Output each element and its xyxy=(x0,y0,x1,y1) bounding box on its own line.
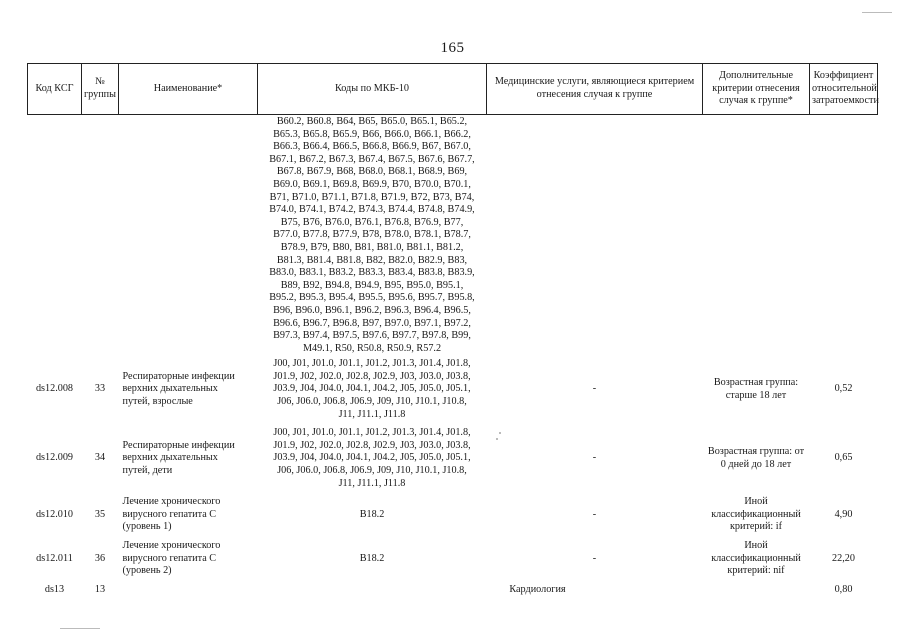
table-row xyxy=(28,493,878,537)
name-line: вирусного гепатита С xyxy=(122,552,217,564)
criteria-line: Иной xyxy=(744,496,768,508)
ksg-code: ds12.010 xyxy=(35,508,74,520)
mkb-line: B96, B96.0, B96.1, B96.2, B96.3, B96.4, B96.5, xyxy=(273,304,471,316)
header-mkb-codes: Коды по МКБ-10 xyxy=(258,64,487,115)
mkb-line: J06, J06.0, J06.8, J06.9, J09, J10, J10.1, J10.8, xyxy=(277,396,467,408)
name-line: путей, взрослые xyxy=(122,396,193,408)
mkb-line: B89, B92, B94.8, B94.9, B95, B95.0, B95.1, xyxy=(280,279,464,291)
mkb-line: B81.3, B81.4, B81.8, B82, B82.0, B82.9, B83, xyxy=(276,254,468,266)
group-number: 36 xyxy=(94,552,106,564)
ksg-table xyxy=(27,63,878,599)
header-group-number: № группы xyxy=(82,64,119,115)
name-line: верхних дыхательных xyxy=(122,383,218,395)
group-name xyxy=(119,493,258,537)
table-row xyxy=(28,424,878,493)
medical-service: - xyxy=(592,552,597,564)
group-number: 35 xyxy=(94,508,106,520)
mkb-line: J01.9, J02, J02.0, J02.8, J02.9, J03, J03.0, J03.8, xyxy=(273,370,471,382)
scan-speck xyxy=(862,12,892,13)
mkb-line: B71, B71.0, B71.1, B71.8, B71.9, B72, B73, B74, xyxy=(269,191,475,203)
mkb-line: B74.0, B74.1, B74.2, B74.3, B74.4, B74.8, B74.9, xyxy=(269,204,475,216)
header-additional-criteria: Дополнительные критерии отнесения случая к группе* xyxy=(703,64,810,115)
cost-coefficient: 4,90 xyxy=(834,508,853,520)
mkb-line: M49.1, R50, R50.8, R50.9, R57.2 xyxy=(302,342,442,354)
name-line: Лечение хронического xyxy=(122,496,221,508)
section-cost-coefficient: 0,80 xyxy=(834,583,853,595)
mkb-line: B67.8, B67.9, B68, B68.0, B68.1, B68.9, B69, xyxy=(276,166,468,178)
name-line: путей, дети xyxy=(122,465,173,477)
mkb-line: B96.6, B96.7, B96.8, B97, B97.0, B97.1, B97.2, xyxy=(273,317,471,329)
mkb-line: B60.2, B60.8, B64, B65, B65.0, B65.1, B65.2, xyxy=(276,116,468,127)
mkb-line: B66.3, B66.4, B66.5, B66.8, B66.9, B67, B67.0, xyxy=(273,141,471,153)
medical-service: - xyxy=(592,383,597,395)
mkb-line: B97.3, B97.4, B97.5, B97.6, B97.7, B97.8, B99, xyxy=(273,330,471,342)
criteria-line: Возрастная группа: xyxy=(713,377,799,389)
criteria-line: 0 дней до 18 лет xyxy=(720,458,792,470)
mkb-line: J03.9, J04, J04.0, J04.1, J04.2, J05, J05.0, J05.1, xyxy=(273,452,471,464)
mkb-line: J01.9, J02, J02.0, J02.8, J02.9, J03, J03.0, J03.8, xyxy=(273,439,471,451)
mkb-line: B69.0, B69.1, B69.8, B69.9, B70, B70.0, B70.1, xyxy=(273,178,471,190)
mkb-line: B78.9, B79, B80, B81, B81.0, B81.1, B81.2, xyxy=(280,241,464,253)
additional-criteria xyxy=(703,424,810,493)
group-name xyxy=(119,424,258,493)
group-number: 34 xyxy=(94,452,106,464)
mkb-line: J03.9, J04, J04.0, J04.1, J04.2, J05, J05.0, J05.1, xyxy=(273,383,471,395)
mkb-codes-cell xyxy=(258,493,487,537)
criteria-line: классификационный xyxy=(711,508,801,520)
section-ksg-code: ds13 xyxy=(44,583,65,595)
scan-speck xyxy=(60,628,100,629)
mkb-line: J11, J11.1, J11.8 xyxy=(338,477,406,489)
group-number: 33 xyxy=(94,383,106,395)
name-line: вирусного гепатита С xyxy=(122,508,217,520)
mkb-line: B77.0, B77.8, B77.9, B78, B78.0, B78.1, B78.7, xyxy=(273,229,471,241)
section-title: Кардиология xyxy=(509,583,566,595)
table-row xyxy=(28,355,878,424)
additional-criteria xyxy=(703,355,810,424)
additional-criteria xyxy=(703,537,810,581)
name-line: Респираторные инфекции xyxy=(122,439,235,451)
group-name xyxy=(119,355,258,424)
medical-service: - xyxy=(592,508,597,520)
additional-criteria xyxy=(703,493,810,537)
mkb-line: B83.0, B83.1, B83.2, B83.3, B83.4, B83.8, B83.9, xyxy=(269,267,475,279)
ksg-code: ds12.008 xyxy=(35,383,74,395)
cost-coefficient: 22,20 xyxy=(832,552,855,564)
criteria-line: классификационный xyxy=(711,552,801,564)
criteria-line: критерий: if xyxy=(729,521,783,533)
scan-speck xyxy=(496,438,498,440)
header-medical-services: Медицинские услуги, являющиеся критерием отнесения случая к группе xyxy=(487,64,703,115)
mkb-line: B67.1, B67.2, B67.3, B67.4, B67.5, B67.6, B67.7, xyxy=(269,153,475,165)
mkb-line: J00, J01, J01.0, J01.1, J01.2, J01.3, J01.4, J01.8, xyxy=(273,427,471,439)
name-line: Лечение хронического xyxy=(122,540,221,551)
ksg-code: ds12.009 xyxy=(35,452,74,464)
section-row xyxy=(28,581,878,600)
name-line: (уровень 1) xyxy=(122,521,172,533)
name-line: Респираторные инфекции xyxy=(122,370,235,382)
mkb-line: B18.2 xyxy=(359,552,385,564)
table-header xyxy=(28,64,878,115)
mkb-line: B18.2 xyxy=(359,508,385,520)
mkb-line: J00, J01, J01.0, J01.1, J01.2, J01.3, J01.4, J01.8, xyxy=(273,358,471,370)
mkb-line: J11, J11.1, J11.8 xyxy=(338,408,406,420)
mkb-codes-cell xyxy=(258,537,487,581)
page-number: 165 xyxy=(440,40,465,56)
section-number: 13 xyxy=(94,583,106,595)
mkb-line: B65.3, B65.8, B65.9, B66, B66.0, B66.1, B66.2, xyxy=(273,128,471,140)
group-name xyxy=(119,537,258,581)
scan-speck xyxy=(499,432,501,434)
table-row xyxy=(28,537,878,581)
name-line: верхних дыхательных xyxy=(122,452,218,464)
medical-service: - xyxy=(592,452,597,464)
mkb-codes-cell xyxy=(258,355,487,424)
ksg-code: ds12.011 xyxy=(36,552,73,564)
cost-coefficient: 0,65 xyxy=(834,452,853,464)
mkb-line: B75, B76, B76.0, B76.1, B76.8, B76.9, B77, xyxy=(280,216,464,228)
mkb-line: B95.2, B95.3, B95.4, B95.5, B95.6, B95.7, B95.8, xyxy=(269,292,475,304)
criteria-line: Возрастная группа: от xyxy=(707,446,805,458)
cost-coefficient: 0,52 xyxy=(834,383,853,395)
criteria-line: старше 18 лет xyxy=(725,389,787,401)
mkb-codes-cell xyxy=(258,115,487,356)
criteria-line: критерий: nif xyxy=(727,565,785,577)
header-ksg-code: Код КСГ xyxy=(28,64,82,115)
name-line: (уровень 2) xyxy=(122,565,172,577)
header-cost-coefficient: Коэффициент относительной затратоемкости xyxy=(810,64,878,115)
mkb-line: J06, J06.0, J06.8, J06.9, J09, J10, J10.1, J10.8, xyxy=(277,465,467,477)
criteria-line: Иной xyxy=(744,540,768,551)
header-name: Наименование* xyxy=(119,64,258,115)
ksg-table-container xyxy=(27,63,877,599)
mkb-codes-cell xyxy=(258,424,487,493)
table-row-continuation xyxy=(28,115,878,356)
